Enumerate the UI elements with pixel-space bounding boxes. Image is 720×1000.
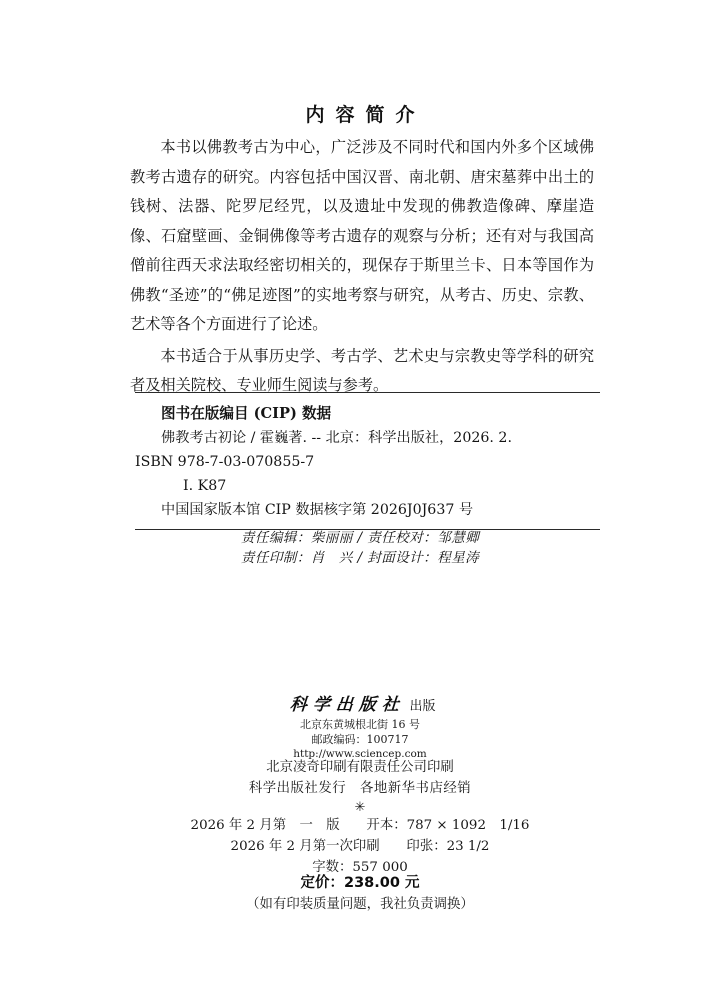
abstract-body xyxy=(130,133,594,403)
printer-name: 北京凌奇印刷有限责任公司印刷 xyxy=(266,760,454,775)
credits-production-line: 责任印制：肖 兴 / 封面设计：程星涛 xyxy=(240,550,480,566)
cip-record-number: 中国国家版本馆 CIP 数据核字第 2026J0J637 号 xyxy=(161,502,474,518)
publisher-website: http://www.sciencep.com xyxy=(293,748,427,760)
cip-content xyxy=(135,393,600,529)
imprint-block xyxy=(0,690,720,762)
cip-title: 图书在版编目 (CIP) 数据 xyxy=(161,405,332,422)
spec-printing: 2026 年 2 月第一次印刷 印张：23 1/2 xyxy=(230,839,490,854)
price-block xyxy=(0,872,720,916)
distribution-line: 科学出版社发行 各地新华书店经销 xyxy=(248,781,472,796)
abstract-paragraph-1: 本书以佛教考古为中心，广泛涉及不同时代和国内外多个区域佛教考古遗存的研究。内容包括中国汉晋、南北朝、唐宋墓葬中出土的钱树、法器、陀罗尼经咒，以及遗址中发现的佛教造像碑、摩崖造像、石窟壁画、金铜佛像等考古遗存的观察与分析；还有对与我国高僧前往西天求法取经密切相关的，现保存于斯里兰卡、日本等国作为佛教“圣迹”的“佛足迹图”的实地考察与研究，从考古、历史、宗教、艺术等各个方面进行了论述。 xyxy=(130,138,594,333)
spec-edition: 2026 年 2 月第 一 版 开本：787 × 1092 1/16 xyxy=(190,818,530,833)
cip-isbn: ISBN 978-7-03-070855-7 xyxy=(135,454,315,470)
credits-block xyxy=(0,528,720,568)
quality-note: （如有印装质量问题，我社负责调换） xyxy=(246,897,474,912)
publisher-address: 北京东黄城根北街 16 号 xyxy=(300,718,420,731)
price-label: 定价：238.00 元 xyxy=(300,875,420,891)
cip-entry: 佛教考古初论 / 霍巍著. -- 北京：科学出版社，2026. 2. xyxy=(161,430,512,446)
printer-block xyxy=(0,757,720,816)
publisher-postcode: 邮政编码：100717 xyxy=(311,732,409,746)
spec-wordcount: 字数：557 000 xyxy=(312,860,408,875)
abstract-heading: 内容简介 xyxy=(305,104,426,126)
credits-editor-line: 责任编辑：柴丽丽 / 责任校对：邹慧卿 xyxy=(240,530,480,546)
abstract-paragraph-2: 本书适合于从事历史学、考古学、艺术史与宗教史等学科的研究者及相关院校、专业师生阅读与参考。 xyxy=(130,346,594,394)
publisher-name-script: 科学出版社 xyxy=(289,695,407,715)
publisher-publish-suffix: 出版 xyxy=(409,699,436,714)
cip-block xyxy=(135,392,600,530)
publisher-logo xyxy=(0,690,720,715)
specs-block xyxy=(0,815,720,878)
cip-classification: Ⅰ. K87 xyxy=(183,478,227,494)
asterisk-separator-icon: ✳ xyxy=(354,800,366,815)
